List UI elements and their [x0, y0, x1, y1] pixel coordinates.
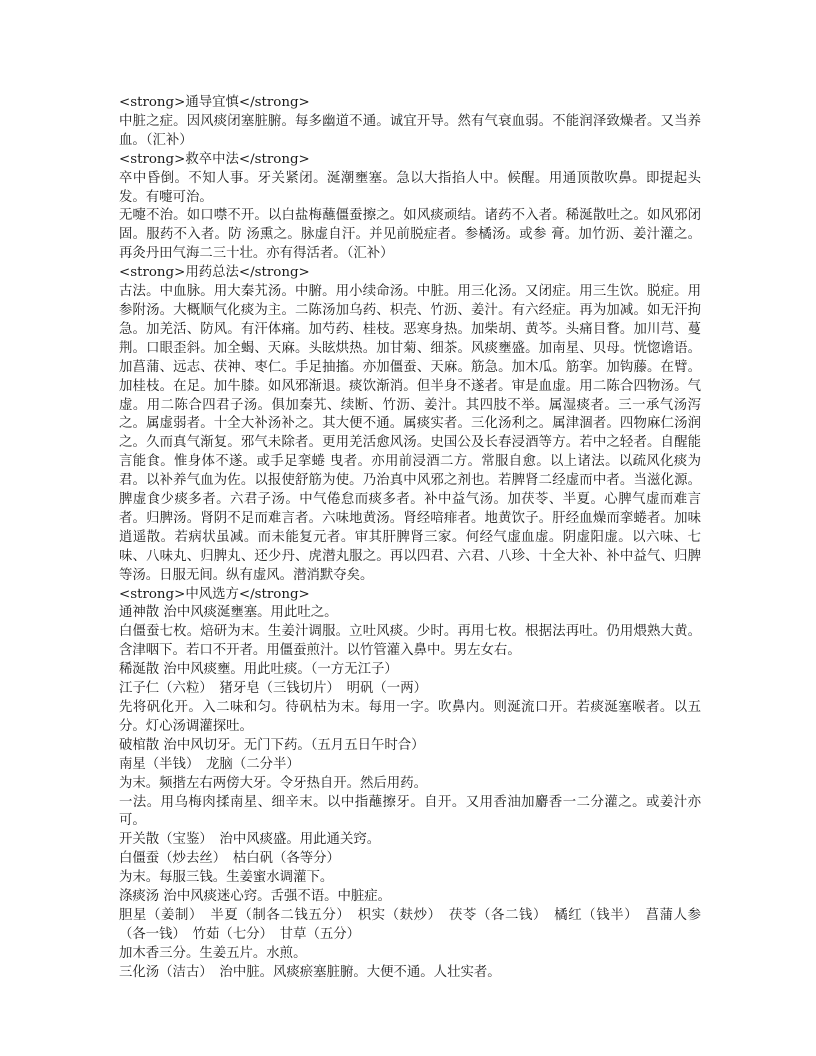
text-paragraph: 白僵蚕七枚。焙研为末。生姜汁调服。立吐风痰。少时。再用七枚。根据法再吐。仍用煨熟大黄。含津咽下。若口不开者。用僵蚕煎汁。以竹管灌入鼻中。男左女右。: [119, 624, 701, 659]
text-paragraph: 无嚏不治。如口噤不开。以白盐梅蘸僵蚕擦之。如风痰顽结。诸药不入者。稀涎散吐之。如风邪闭固。服药不入者。防 汤熏之。脉虚自汗。并见前脱症者。参橘汤。或参 膏。加竹沥、姜汁灌之。再灸丹田气海二三十壮。亦有得活者。（汇补）: [119, 208, 701, 262]
text-paragraph: 中脏之症。因风痰闭塞脏腑。每多幽道不通。诚宜开导。然有气衰血弱。不能润泽致燥者。又当养血。（汇补）: [119, 113, 701, 148]
section-heading-jiuzu: <strong>救卒中法</strong>: [119, 151, 310, 167]
text-paragraph: 加木香三分。生姜五片。水煎。: [119, 945, 307, 961]
text-paragraph: 卒中昏倒。不知人事。牙关紧闭。涎潮壅塞。急以大指掐人中。候醒。用通顶散吹鼻。即提起头发。有嚏可治。: [119, 170, 701, 205]
text-paragraph: 一法。用乌梅肉揉南星、细辛末。以中指蘸擦牙。自开。又用香油加麝香一二分灌之。或姜汁亦可。: [119, 794, 701, 829]
ingredient-list: 白僵蚕（炒去丝） 枯白矾（各等分）: [119, 851, 340, 867]
formula-title: 通神散 治中风痰涎壅塞。用此吐之。: [119, 605, 338, 621]
section-heading-yongyao: <strong>用药总法</strong>: [119, 265, 310, 281]
text-paragraph: 为末。频揩左右两傍大牙。令牙热自开。然后用药。: [119, 775, 427, 791]
ingredient-list: 南星（半钱） 龙脑（二分半）: [119, 756, 300, 772]
formula-title: 稀涎散 治中风痰壅。用此吐痰。（一方无江子）: [119, 662, 398, 678]
text-paragraph: 为末。每服三钱。生姜蜜水调灌下。: [119, 870, 334, 886]
formula-title: 三化汤（洁古） 治中脏。风痰瘀塞脏腑。大便不通。人壮实者。: [119, 964, 501, 980]
document-page: [119, 94, 701, 983]
formula-title: 开关散（宝鉴） 治中风痰盛。用此通关窍。: [119, 832, 381, 848]
formula-title: 破棺散 治中风切牙。无门下药。（五月五日午时合）: [119, 737, 425, 753]
text-paragraph: 先将矾化开。入二味和匀。待矾枯为末。每用一字。吹鼻内。则涎流口开。若痰涎塞喉者。以五分。灯心汤调灌探吐。: [119, 700, 701, 734]
ingredient-list: 江子仁（六粒） 猪牙皂（三钱切片） 明矾（一两）: [119, 681, 427, 697]
formula-title: 涤痰汤 治中风痰迷心窍。舌强不语。中脏症。: [119, 889, 392, 905]
text-paragraph: 古法。中血脉。用大秦艽汤。中腑。用小续命汤。中脏。用三化汤。又闭症。用三生饮。脱症。用参附汤。大概顺气化痰为主。二陈汤加乌药、枳壳、竹沥、姜汁。有六经症。再为加减。如无汗拘急。加羌活、防风。有汗体痛。加芍药、桂枝。恶寒身热。加柴胡、黄芩。头痛目瞀。加川芎、蔓荆。口眼歪斜。加全蝎、天麻。头眩烘热。加甘菊、细茶。风痰壅盛。加南星、贝母。恍惚谵语。加菖蒲、远志、茯神、枣仁。手足抽搐。亦加僵蚕、天麻。筋急。加木瓜。筋挛。加钩藤。在臂。加桂枝。在足。加牛膝。如风邪渐退。痰饮渐消。但半身不遂者。审是血虚。用二陈合四物汤。气虚。用二陈合四君子汤。俱加秦艽、续断、竹沥、姜汁。其四肢不举。属湿痰者。三一承气汤泻之。属虚弱者。十全大补汤补之。其大便不通。属痰实者。三化汤利之。属津涸者。四物麻仁汤润之。久而真气渐复。邪气未除者。更用羌活愈风汤。史国公及长春浸酒等方。若中之轻者。自醒能言能食。惟身体不遂。或手足挛蜷 曳者。亦用前浸酒二方。常服自愈。以上诸法。以疏风化痰为君。以补养气血为佐。以报使舒筋为使。乃治真中风邪之剂也。若脾肾二经虚而中者。当滋化源。脾虚食少痰多者。六君子汤。中气倦怠而痰多者。补中益气汤。加茯苓、半夏。心脾气虚而难言者。归脾汤。肾阴不足而难言者。六味地黄汤。肾经喑痱者。地黄饮子。肝经血燥而挛蜷者。加味逍遥散。若病状虽减。而未能复元者。审其肝脾肾三家。何经气虚血虚。阴虚阳虚。以六味、七味、八味丸、归脾丸、还少丹、虎潜丸服之。再以四君、六君、八珍、十全大补、补中益气、归脾等汤。日服无间。纵有虚风。潜消默夺矣。: [119, 284, 701, 583]
section-heading-xuanfang: <strong>中风选方</strong>: [119, 586, 310, 602]
section-heading-tongdao: <strong>通导宜慎</strong>: [119, 95, 310, 110]
ingredient-list: 胆星（姜制） 半夏（制各二钱五分） 枳实（麸炒） 茯苓（各二钱） 橘红（钱半） 菖蒲人参（各一钱） 竹茹（七分） 甘草（五分）: [119, 907, 701, 942]
